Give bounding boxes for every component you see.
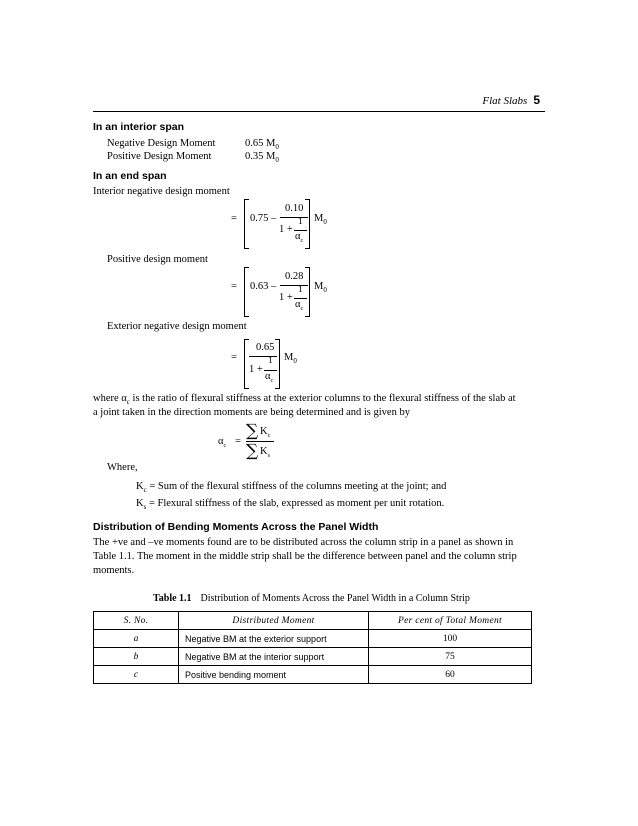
eq3-right-bracket	[275, 339, 280, 389]
interior-span-heading: In an interior span	[93, 121, 185, 133]
header-sno: S. No.	[94, 612, 179, 630]
alpha-lhs: $\alpha_c$	[218, 436, 227, 450]
distribution-para-line-2: Table 1.1. The moment in the middle strip shall be the difference between panel and the column strip	[93, 551, 517, 562]
eq2-inner-one: 1	[298, 285, 303, 295]
eq3-numerator: 0.65	[256, 342, 275, 353]
page-number: 5	[533, 93, 540, 107]
eq2-left-bracket	[244, 267, 249, 317]
eq1-equals: =	[231, 213, 237, 224]
definition-line-1: where $\alpha_c$ is the ratio of flexural stiffness at the exterior columns to the flexural stiffness of the slab at	[93, 393, 516, 407]
sigma-denominator-icon: ∑	[246, 441, 259, 461]
eq2-equals: =	[231, 281, 237, 292]
table-row	[94, 630, 532, 648]
interior-negative-label: Interior negative design moment	[93, 186, 230, 197]
positive-label: Positive design moment	[107, 254, 208, 265]
eq2-fraction-bar	[280, 285, 308, 286]
distribution-para-line-3: moments.	[93, 565, 135, 576]
eq1-numerator: 0.10	[285, 203, 304, 214]
header-percent: Per cent of Total Moment	[369, 612, 532, 630]
eq2-constant: 0.63 –	[250, 281, 277, 292]
positive-moment-value: 0.35 $M_0$	[245, 151, 279, 165]
table-caption-label: Table 1.1	[153, 593, 192, 604]
table-caption	[153, 593, 470, 604]
running-title: Flat Slabs	[482, 95, 528, 107]
negative-moment-value: 0.65 $M_0$	[245, 138, 279, 152]
where-label: Where,	[107, 462, 138, 473]
distribution-heading: Distribution of Bending Moments Across the Panel Width	[93, 521, 379, 533]
header-rule	[93, 111, 545, 112]
table-caption-text: Distribution of Moments Across the Panel Width in a Column Strip	[200, 593, 470, 604]
eq1-right-bracket	[305, 199, 310, 249]
table-row	[94, 666, 532, 684]
eq3-inner-one: 1	[268, 356, 273, 366]
end-span-heading: In an end span	[93, 170, 167, 182]
positive-moment-label: Positive Design Moment	[107, 151, 212, 162]
table-header-row	[94, 612, 532, 630]
eq3-alpha: $\alpha_c$	[265, 371, 274, 385]
eq1-constant: 0.75 –	[250, 213, 277, 224]
eq1-fraction-bar	[280, 217, 308, 218]
eq2-alpha: $\alpha_c$	[295, 299, 304, 313]
cell-sno: a	[94, 630, 179, 648]
distribution-para-line-1: The +ve and –ve moments found are to be distributed across the column strip in a panel as shown in	[93, 537, 514, 548]
moment-distribution-table	[93, 611, 532, 684]
eq1-alpha: $\alpha_c$	[295, 231, 304, 245]
exterior-negative-label: Exterior negative design moment	[107, 321, 247, 332]
eq2-right-bracket	[305, 267, 310, 317]
eq2-moment: $M_0$	[314, 281, 327, 295]
eq3-equals: =	[231, 352, 237, 363]
cell-moment: Positive bending moment	[179, 666, 369, 684]
alpha-numerator: $K_c$	[260, 426, 271, 440]
eq1-one-plus: 1 +	[279, 224, 293, 235]
cell-moment: Negative BM at the interior support	[179, 648, 369, 666]
eq1-moment: $M_0$	[314, 213, 327, 227]
cell-percent: 100	[369, 630, 532, 648]
alpha-equals: =	[235, 436, 241, 447]
cell-percent: 75	[369, 648, 532, 666]
ks-definition: $K_s$ = Flexural stiffness of the slab, expressed as moment per unit rotation.	[136, 498, 445, 512]
eq3-moment: $M_0$	[284, 352, 297, 366]
table-row	[94, 648, 532, 666]
eq2-one-plus: 1 +	[279, 292, 293, 303]
negative-moment-label: Negative Design Moment	[107, 138, 216, 149]
alpha-denominator: $K_s$	[260, 446, 270, 460]
cell-percent: 60	[369, 666, 532, 684]
eq2-numerator: 0.28	[285, 271, 304, 282]
cell-sno: c	[94, 666, 179, 684]
cell-sno: b	[94, 648, 179, 666]
sigma-numerator-icon: ∑	[246, 421, 259, 441]
eq3-one-plus: 1 +	[249, 364, 263, 375]
kc-definition: $K_c$ = Sum of the flexural stiffness of the columns meeting at the joint; and	[136, 481, 447, 495]
eq1-inner-one: 1	[298, 217, 303, 227]
definition-line-2: a joint taken in the direction moments are being determined and is given by	[93, 407, 410, 418]
header-distributed-moment: Distributed Moment	[179, 612, 369, 630]
eq1-left-bracket	[244, 199, 249, 249]
running-header	[482, 93, 540, 107]
cell-moment: Negative BM at the exterior support	[179, 630, 369, 648]
